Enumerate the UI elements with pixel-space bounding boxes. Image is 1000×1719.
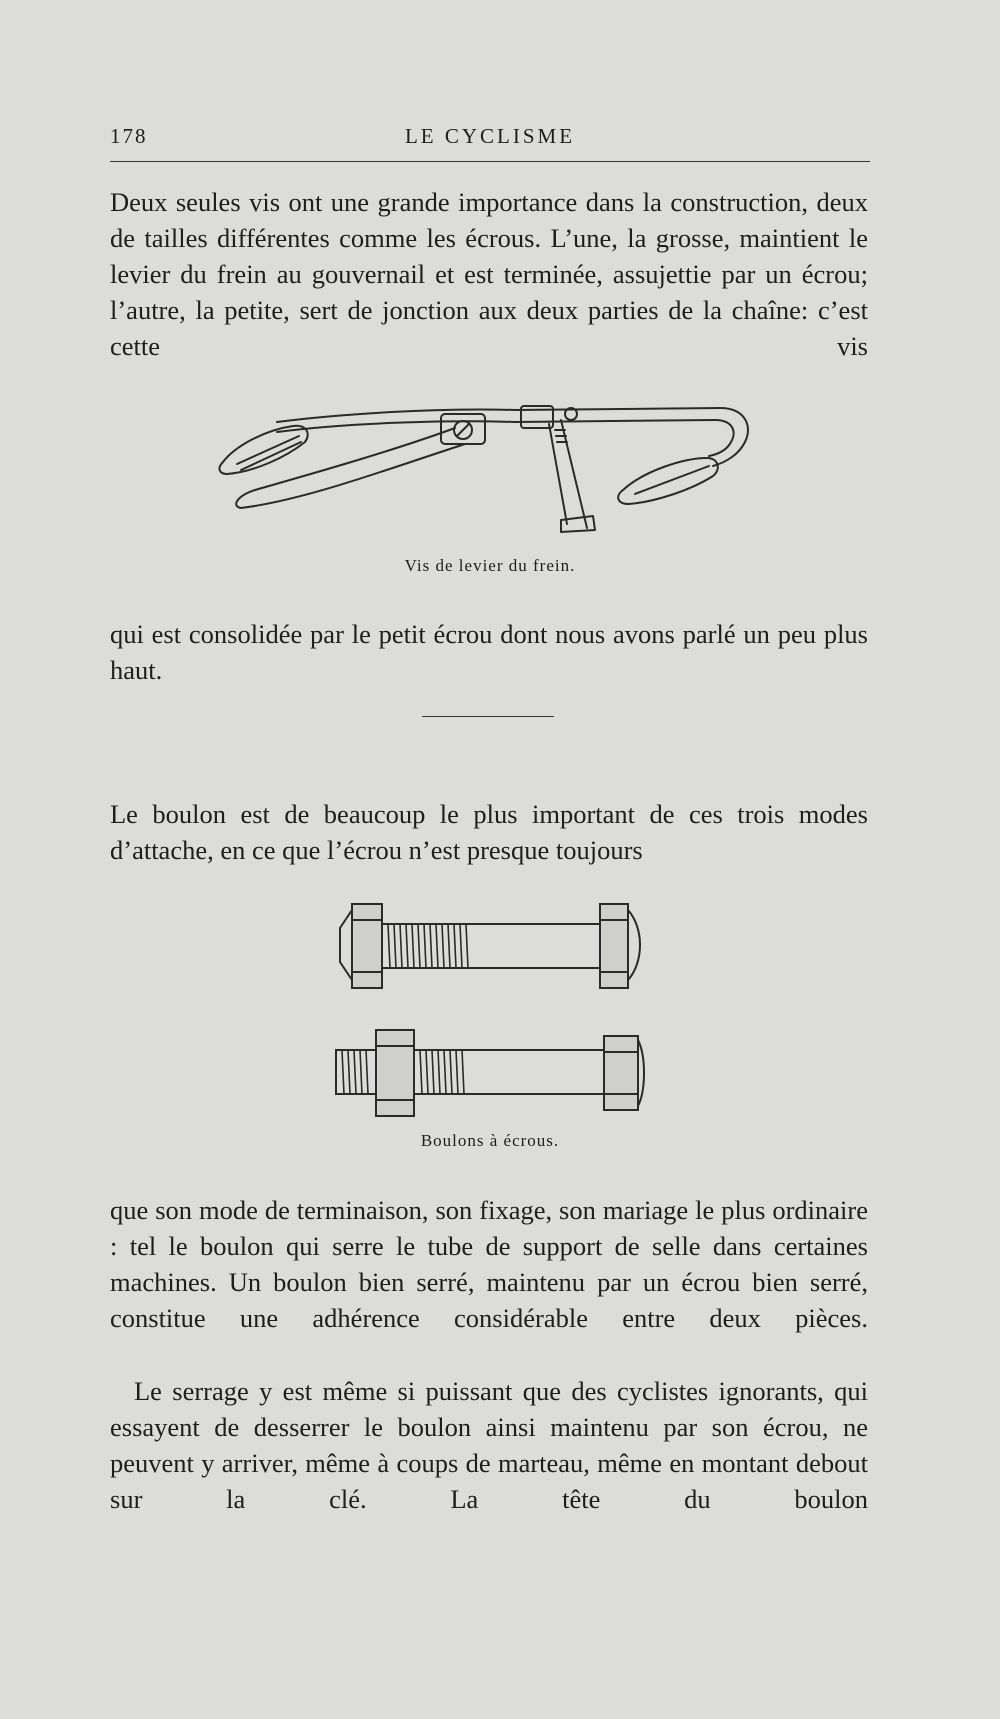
brake-lever-illustration bbox=[215, 400, 755, 550]
paragraph-5: Le serrage y est même si puissant que des cyclistes ignorants, qui essayent de desserrer le boulon ainsi maintenu par son écrou, ne peuvent y arriver, même à coups de marteau, même en montant debout sur la clé. La tête du boulon bbox=[110, 1376, 868, 1514]
paragraph-2: qui est consolidée par le petit écrou dont nous avons parlé un peu plus haut. bbox=[110, 619, 868, 685]
figure-caption-bolts: Boulons à écrous. bbox=[420, 1131, 560, 1150]
page-number: 178 bbox=[110, 124, 148, 148]
paragraph-4: que son mode de terminaison, son fixage, son mariage le plus ordinaire : tel le boulon qui serre le tube de support de selle dans certaines machines. Un boulon bien serré, maintenu par un écrou bien serré, constitue une adhérence considérable entre deux pièces. bbox=[110, 1195, 868, 1333]
figure-caption-brake: Vis de levier du frein. bbox=[404, 556, 576, 575]
section-separator bbox=[422, 716, 554, 717]
running-title: LE CYCLISME bbox=[404, 124, 576, 148]
paragraph-3: Le boulon est de beaucoup le plus important de ces trois modes d’attache, en ce que l’écrou n’est presque toujours bbox=[110, 799, 868, 865]
page-header bbox=[110, 124, 870, 158]
bolt-illustration-bottom bbox=[332, 1026, 648, 1120]
header-rule bbox=[110, 161, 870, 162]
paragraph-1: Deux seules vis ont une grande importance dans la construction, deux de tailles différentes comme les écrous. L’une, la grosse, maintient le levier du frein au gouvernail et est terminée, assujettie par un écrou; l’autre, la petite, sert de jonction aux deux parties de la chaîne: c’est cette vis bbox=[110, 187, 868, 361]
bolt-illustration-top bbox=[332, 900, 648, 992]
